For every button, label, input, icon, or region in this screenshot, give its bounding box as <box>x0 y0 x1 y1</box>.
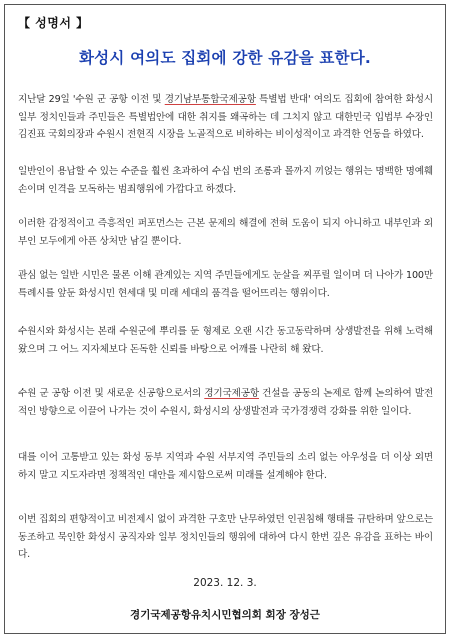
paragraph-8: 이번 집회의 편향적이고 비전제시 없이 과격한 구호만 난무하였던 인권침해 행태를 규탄하며 앞으로는 동조하고 묵인한 화성시 공직자와 일부 정치인들의 행위에 대하여 다시 한번 깊은 유감을 표하는 바이다. <box>18 514 433 561</box>
statement-page <box>4 4 446 634</box>
paragraph-1 <box>18 91 433 144</box>
statement-label: 【 성명서 】 <box>18 16 89 30</box>
statement-signature: 경기국제공항유치시민협의회 회장 장성근 <box>130 609 320 621</box>
paragraph-6 <box>18 385 433 420</box>
paragraph-7: 대를 이어 고통받고 있는 화성 동부 지역과 수원 서부지역 주민들의 소리 없는 아우성을 더 이상 외면하지 말고 지도자라면 정책적인 대안을 제시함으로써 미래를 설계해야 한다. <box>18 452 433 481</box>
statement-date: 2023. 12. 3. <box>193 577 257 589</box>
paragraph-1-text-end: 특별법 반대' 여의도 집회에 참여한 화성시 일부 정치인들과 주민들은 특별법안에 대한 취지를 왜곡하는 데 그치지 않고 대한민국 입법부 수장인 김진표 국회의장과 수원시 전현직 시장을 노골적으로 비하하는 비이성적이고 과격한 언동을 하였다. <box>18 94 433 141</box>
paragraph-1-underlined-term: 경기남부통합국제공항 <box>164 94 256 105</box>
statement-title: 화성시 여의도 집회에 강한 유감을 표한다. <box>78 49 371 67</box>
paragraph-5: 수원시와 화성시는 본래 수원군에 뿌리를 둔 형제로 오랜 시간 동고동락하며 상생발전을 위해 노력해 왔으며 그 어느 지자체보다 돈독한 신뢰를 바탕으로 어깨를 나란히 해 왔다. <box>18 326 433 355</box>
paragraph-3: 이러한 감정적이고 즉흥적인 퍼포먼스는 근본 문제의 해결에 전혀 도움이 되지 아니하고 내부인과 외부인 모두에게 아픈 상처만 남길 뿐이다. <box>18 218 433 247</box>
paragraph-6-underlined-term: 경기국제공항 <box>204 388 259 399</box>
paragraph-6-text-start: 수원 군 공항 이전 및 새로운 신공항으로서의 <box>18 388 205 399</box>
paragraph-4: 관심 없는 일반 시민은 물론 이해 관계있는 지역 주민들에게도 눈살을 찌푸릴 일이며 더 나아가 100만 특례시를 앞둔 화성시민 현세대 및 미래 세대의 품격을 떨어뜨리는 행위이다. <box>18 270 433 299</box>
paragraph-1-text-start: 지난달 29일 '수원 군 공항 이전 및 <box>18 94 165 105</box>
paragraph-2: 일반인이 용납할 수 있는 수준을 훨씬 초과하여 수십 번의 조롱과 몰까지 끼얹는 행위는 명백한 명예훼손이며 인격을 모독하는 범죄행위에 가깝다고 하겠다. <box>18 166 433 195</box>
paragraph-6-text-end: 건설을 공동의 논제로 함께 논의하여 발전적인 방향으로 이끌어 나가는 것이 수원시, 화성시의 상생발전과 국가경쟁력 강화를 위한 일이다. <box>18 388 433 417</box>
